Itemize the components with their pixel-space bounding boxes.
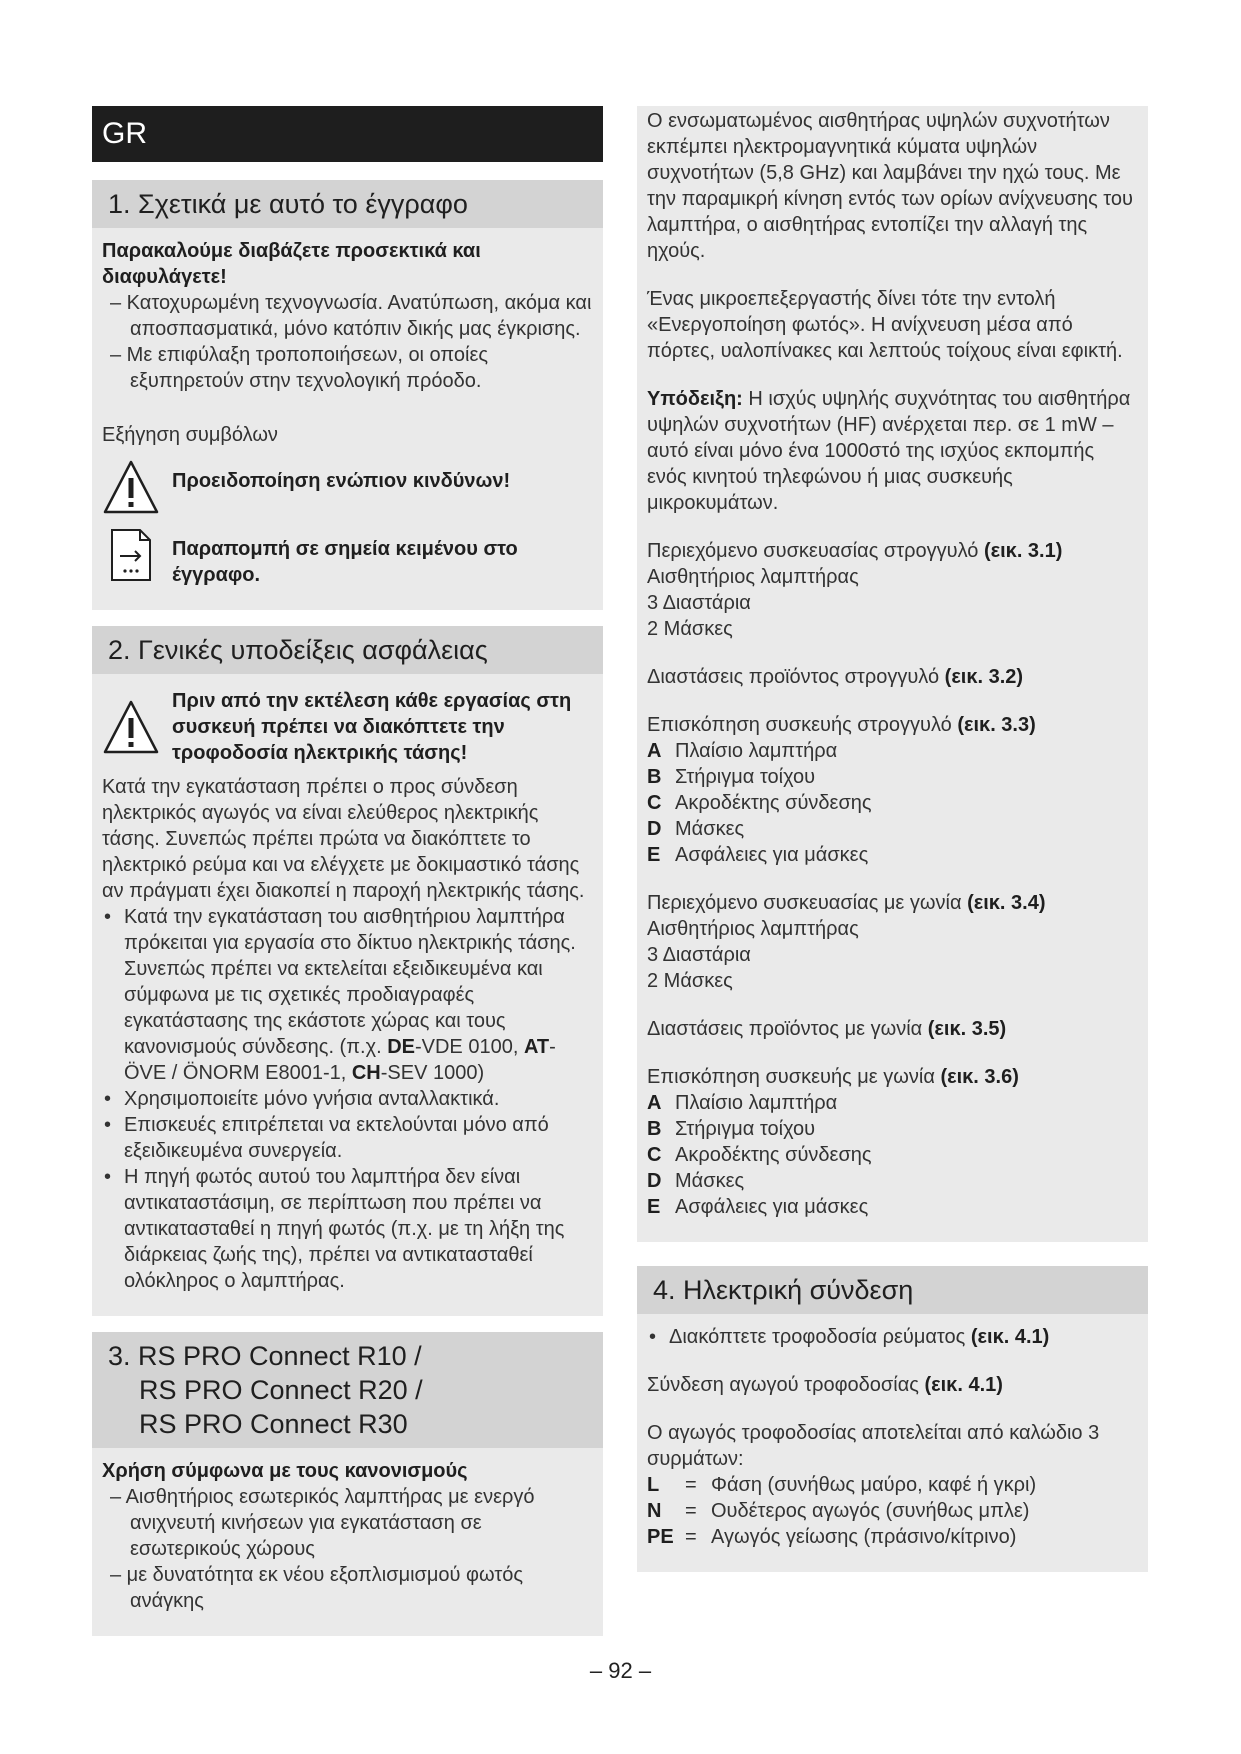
safety-bullets (102, 904, 593, 1294)
supply-connection-heading: Σύνδεση αγωγού τροφοδοσίας (εικ. 4.1) (647, 1374, 1003, 1396)
list-item: • Κατά την εγκατάσταση του αισθητήριου λαμπτήρα πρόκειται για εργασία στο δίκτυο ηλεκτρικής τάσης. Συνεπώς πρέπει να εκτελείται εξειδικευμένα και σύμφωνα με τις σχετικές προδιαγραφές εγκατάστασης της εκάστοτε χώρας και τους κανονισμούς σύνδεσης. (π.χ. DE-VDE 0100, AT-ÖVE / ÖNORM E8001-1, CH-SEV 1000) (102, 904, 593, 1086)
list-item: A Πλαίσιο λαμπτήρα (647, 1092, 838, 1114)
list-item: • Επισκευές επιτρέπεται να εκτελούνται μόνο από εξειδικευμένα συνεργεία. (102, 1112, 593, 1164)
connection-bullets (647, 1324, 1138, 1350)
read-carefully-note: Παρακαλούμε διαβάζετε προσεκτικά και διαφυλάγετε! (102, 240, 481, 288)
symbols-heading: Εξήγηση συμβόλων (102, 424, 278, 446)
list-item: 2 Μάσκες (647, 970, 733, 992)
section-electrical-connection (637, 1266, 1148, 1572)
warning-symbol-text: Προειδοποίηση ενώπιον κινδύνων! (172, 470, 511, 492)
warning-triangle-icon (102, 698, 160, 756)
list-item: B Στήριγμα τοίχου (647, 1118, 816, 1140)
safety-paragraph: Κατά την εγκατάσταση πρέπει ο προς σύνδεση ηλεκτρικός αγωγός να είναι ελεύθερος ηλεκτρικής τάσης. Συνεπώς πρέπει πρώτα να διακόπτετε το ηλεκτρικό ρεύμα και να ελέγχετε με δοκιμαστικό τάσης αν πράγματι έχει διακοπεί η παροχή ηλεκτρικής τάσης. (102, 776, 585, 902)
list-item: D Μάσκες (647, 818, 745, 840)
angle-dimensions-heading: Διαστάσεις προϊόντος με γωνία (εικ. 3.5) (647, 1018, 1007, 1040)
list-item: 3 Διαστάρια (647, 592, 751, 614)
list-item: E Ασφάλειες για μάσκες (647, 1196, 869, 1218)
symbol-warning-row (102, 458, 593, 516)
page-number: – 92 – (589, 1658, 652, 1683)
microprocessor-description: Ένας μικροεπεξεργαστής δίνει τότε την εντολή «Ενεργοποίηση φωτός». Η ανίχνευση μέσα από πόρτες, υαλοπίνακες και λεπτούς τοίχους είναι εφικτή. (647, 288, 1123, 362)
list-item: • Χρησιμοποιείτε μόνο γνήσια ανταλλακτικά. (102, 1086, 593, 1112)
warning-triangle-icon (102, 458, 160, 516)
list-item: 2 Μάσκες (647, 618, 733, 640)
section-about-document (92, 180, 603, 610)
list-item: C Ακροδέκτης σύνδεσης (647, 792, 872, 814)
section-product-continued (637, 106, 1148, 1242)
section-4-title: 4. Ηλεκτρική σύνδεση (637, 1266, 1148, 1314)
supply-cable-paragraph: Ο αγωγός τροφοδοσίας αποτελείται από καλώδιο 3 συρμάτων: (647, 1422, 1100, 1470)
list-item: Αισθητήριος λαμπτήρας (647, 918, 859, 940)
section-product (92, 1332, 603, 1636)
hint-paragraph: Υπόδειξη: Η ισχύς υψηλής συχνότητας του αισθητήρα υψηλών συχνοτήτων (HF) ανέρχεται περ. σε 1 mW – αυτό είναι μόνο ένα 1000στό της ισχύος εκπομπής ενός κινητού τηλεφώνου ή μιας συσκευής μικροκυμάτων. (647, 388, 1131, 514)
list-item: – Κατοχυρωμένη τεχνογνωσία. Ανατύπωση, ακόμα και αποσπασματικά, μόνο κατόπιν δικής μας έγκρισης. (110, 292, 592, 340)
round-package-heading: Περιεχόμενο συσκευασίας στρογγυλό (εικ. 3.1) (647, 540, 1063, 562)
list-item: E Ασφάλειες για μάσκες (647, 844, 869, 866)
list-item: D Μάσκες (647, 1170, 745, 1192)
usage-list (102, 1484, 593, 1614)
symbol-reference-row (102, 526, 593, 588)
angle-overview-heading: Επισκόπηση συσκευής με γωνία (εικ. 3.6) (647, 1066, 1019, 1088)
section-2-title: 2. Γενικές υποδείξεις ασφάλειας (92, 626, 603, 674)
list-item: Αισθητήριος λαμπτήρας (647, 566, 859, 588)
list-item: C Ακροδέκτης σύνδεσης (647, 1144, 872, 1166)
reference-symbol-text: Παραπομπή σε σημεία κειμένου στο έγγραφο. (172, 538, 518, 586)
language-header: GR (92, 106, 603, 162)
angle-package-heading: Περιεχόμενο συσκευασίας με γωνία (εικ. 3.4) (647, 892, 1046, 914)
section-3-title: 3. RS PRO Connect R10 / RS PRO Connect R20 / RS PRO Connect R30 (92, 1332, 603, 1448)
document-reference-icon (102, 526, 160, 584)
safety-warning-text: Πριν από την εκτέλεση κάθε εργασίας στη συσκευή πρέπει να διακόπτετε την τροφοδοσία ηλεκτρικής τάσης! (172, 690, 572, 764)
list-item: • Η πηγή φωτός αυτού του λαμπτήρα δεν είναι αντικαταστάσιμη, σε περίπτωση που πρέπει να αντικατασταθεί η πηγή φωτός (π.χ. με τη λήξη της διάρκειας ζωής της), πρέπει να αντικατασταθεί ολόκληρος ο λαμπτήρας. (102, 1164, 593, 1294)
section-safety (92, 626, 603, 1316)
list-item: 3 Διαστάρια (647, 944, 751, 966)
right-column (637, 106, 1148, 1572)
left-column (92, 106, 603, 1636)
sensor-description: Ο ενσωματωμένος αισθητήρας υψηλών συχνοτήτων εκπέμπει ηλεκτρομαγνητικά κύματα υψηλών συχνοτήτων (5,8 GHz) και λαμβάνει την ηχώ τους. Με την παραμικρή κίνηση εντός των ορίων ανίχνευσης του λαμπτήρα, ο αισθητήρας εντοπίζει την αλλαγή της ηχούς. (647, 110, 1133, 262)
safety-warning-row (102, 688, 593, 766)
wire-row: N = Ουδέτερος αγωγός (συνήθως μπλε) (647, 1500, 1030, 1522)
usage-heading: Χρήση σύμφωνα με τους κανονισμούς (102, 1460, 468, 1482)
round-overview-heading: Επισκόπηση συσκευής στρογγυλό (εικ. 3.3) (647, 714, 1036, 736)
wire-row: L = Φάση (συνήθως μαύρο, καφέ ή γκρι) (647, 1474, 1037, 1496)
list-item: – με δυνατότητα εκ νέου εξοπλισμισμού φωτός ανάγκης (110, 1564, 523, 1612)
list-item: – Με επιφύλαξη τροποποιήσεων, οι οποίες εξυπηρετούν στην τεχνολογική πρόοδο. (110, 344, 489, 392)
list-item: B Στήριγμα τοίχου (647, 766, 816, 788)
copyright-list (102, 290, 593, 394)
round-dimensions-heading: Διαστάσεις προϊόντος στρογγυλό (εικ. 3.2) (647, 666, 1024, 688)
wire-row: PE = Αγωγός γείωσης (πράσινο/κίτρινο) (647, 1526, 1017, 1548)
list-item: • Διακόπτετε τροφοδοσία ρεύματος (εικ. 4.1) (647, 1324, 1138, 1350)
section-1-title: 1. Σχετικά με αυτό το έγγραφο (92, 180, 603, 228)
list-item: – Αισθητήριος εσωτερικός λαμπτήρας με ενεργό ανιχνευτή κινήσεων για εγκατάσταση σε εσωτερικούς χώρους (110, 1486, 535, 1560)
list-item: A Πλαίσιο λαμπτήρα (647, 740, 838, 762)
